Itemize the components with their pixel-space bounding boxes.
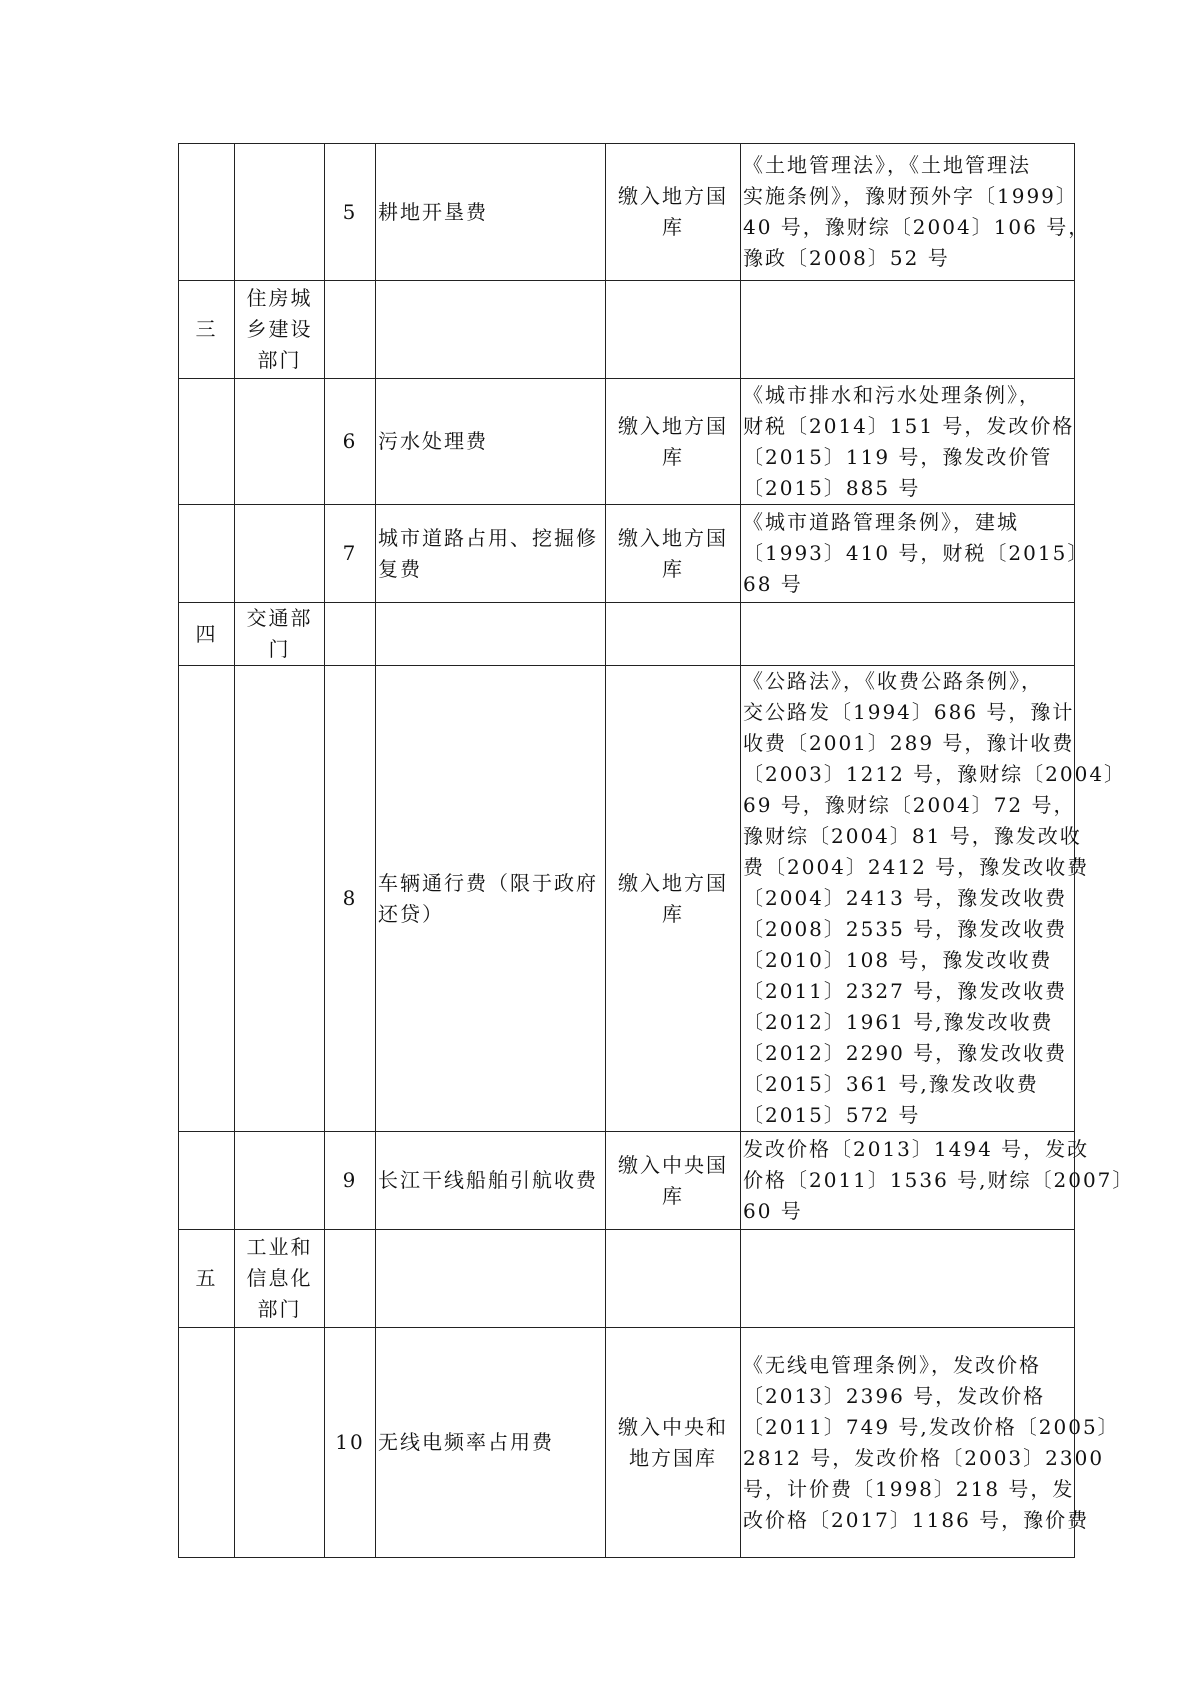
- basis-line: 〔2015〕572 号: [743, 1103, 921, 1127]
- basis-line: 2812 号，发改价格〔2003〕2300: [743, 1445, 1105, 1470]
- seq-cell: [179, 666, 235, 1132]
- basis-line: 〔2015〕361 号,豫发改收费: [743, 1072, 1039, 1096]
- basis-line: 〔2008〕2535 号，豫发改收费: [743, 917, 1068, 941]
- dept-cell: [235, 379, 325, 505]
- dept-cell: [235, 505, 325, 603]
- item-cell: 耕地开垦费: [376, 144, 606, 281]
- basis-line: 《公路法》，《收费公路条例》，: [743, 669, 1043, 693]
- table-body: [179, 144, 1135, 1558]
- basis-cell: [741, 603, 1075, 666]
- seq-cell: [179, 379, 235, 505]
- table-row: [179, 1230, 1075, 1328]
- basis-line: 实施条例》，豫财预外字〔1999〕: [743, 184, 1078, 208]
- basis-line: 豫政〔2008〕52 号: [743, 246, 950, 270]
- basis-cell: [741, 1230, 1075, 1328]
- dept-cell: [235, 1132, 325, 1230]
- basis-line: 《城市排水和污水处理条例》，: [743, 382, 1041, 407]
- no-cell: [325, 603, 376, 666]
- basis-line: 〔1993〕410 号，财税〔2015〕: [743, 541, 1090, 565]
- seq-cell: 三: [179, 281, 235, 379]
- no-cell: [325, 1230, 376, 1328]
- basis-line: 《城市道路管理条例》，建城: [743, 510, 1019, 534]
- basis-cell: [741, 1328, 1120, 1558]
- item-cell: 长江干线船舶引航收费: [376, 1132, 606, 1230]
- table-row: [179, 666, 1075, 1132]
- basis-line: 〔2015〕885 号: [743, 475, 921, 500]
- item-cell: 城市道路占用、挖掘修复费: [376, 505, 606, 603]
- basis-line: 号，计价费〔1998〕218 号，发: [743, 1476, 1075, 1501]
- basis-line: 豫财综〔2004〕81 号，豫发改收: [743, 824, 1082, 848]
- basis-line: 〔2013〕2396 号，发改价格: [743, 1383, 1046, 1408]
- seq-cell: 四: [179, 603, 235, 666]
- table-row: [179, 379, 1075, 505]
- basis-line: 69 号，豫财综〔2004〕72 号，: [743, 793, 1076, 817]
- destination-cell: [606, 1230, 741, 1328]
- seq-cell: 五: [179, 1230, 235, 1328]
- destination-cell: 缴入中央国库: [606, 1132, 741, 1230]
- basis-line: 〔2015〕119 号，豫发改价管: [743, 444, 1053, 469]
- basis-line: 〔2011〕2327 号，豫发改收费: [743, 979, 1068, 1003]
- table-row: [179, 1328, 1075, 1558]
- destination-cell: 缴入地方国库: [606, 144, 741, 281]
- basis-line: 发改价格〔2013〕1494 号，发改: [743, 1137, 1090, 1161]
- seq-cell: [179, 505, 235, 603]
- seq-cell: [179, 1328, 235, 1558]
- table-row: [179, 144, 1075, 281]
- seq-cell: [179, 144, 235, 281]
- fee-table: [178, 143, 1135, 1558]
- basis-line: 〔2012〕2290 号，豫发改收费: [743, 1041, 1068, 1065]
- basis-line: 40 号，豫财综〔2004〕106 号，: [743, 215, 1091, 239]
- destination-cell: 缴入地方国库: [606, 379, 741, 505]
- item-cell: 车辆通行费（限于政府还贷）: [376, 666, 606, 1132]
- basis-line: 〔2004〕2413 号，豫发改收费: [743, 886, 1068, 910]
- basis-line: 《土地管理法》，《土地管理法: [743, 153, 1031, 177]
- destination-cell: 缴入地方国库: [606, 505, 741, 603]
- basis-line: 费〔2004〕2412 号，豫发改收费: [743, 855, 1090, 879]
- basis-cell: [741, 505, 1090, 603]
- destination-cell: 缴入地方国库: [606, 666, 741, 1132]
- basis-cell: [741, 1132, 1135, 1230]
- destination-cell: [606, 603, 741, 666]
- basis-line: 〔2011〕749 号,发改价格〔2005〕: [743, 1414, 1120, 1439]
- item-cell: 无线电频率占用费: [376, 1328, 606, 1558]
- basis-line: 〔2012〕1961 号,豫发改收费: [743, 1010, 1054, 1034]
- no-cell: 8: [325, 666, 376, 1132]
- basis-line: 价格〔2011〕1536 号,财综〔2007〕: [743, 1168, 1135, 1192]
- no-cell: [325, 281, 376, 379]
- dept-cell: 工业和信息化部门: [235, 1230, 325, 1328]
- basis-line: 财税〔2014〕151 号，发改价格: [743, 413, 1075, 438]
- basis-cell: [741, 144, 1091, 281]
- item-cell: 污水处理费: [376, 379, 606, 505]
- dept-cell: [235, 666, 325, 1132]
- no-cell: 7: [325, 505, 376, 603]
- table-row: [179, 1132, 1075, 1230]
- dept-cell: [235, 144, 325, 281]
- basis-line: 《无线电管理条例》，发改价格: [743, 1352, 1041, 1377]
- seq-cell: [179, 1132, 235, 1230]
- basis-cell: [741, 666, 1127, 1132]
- basis-line: 60 号: [743, 1199, 803, 1223]
- basis-cell: [741, 281, 1075, 379]
- destination-cell: 缴入中央和地方国库: [606, 1328, 741, 1558]
- basis-line: 〔2010〕108 号，豫发改收费: [743, 948, 1053, 972]
- dept-cell: [235, 1328, 325, 1558]
- no-cell: 9: [325, 1132, 376, 1230]
- item-cell: [376, 603, 606, 666]
- table-row: [179, 603, 1075, 666]
- basis-line: 收费〔2001〕289 号，豫计收费: [743, 731, 1075, 755]
- table-row: [179, 281, 1075, 379]
- basis-line: 〔2003〕1212 号，豫财综〔2004〕: [743, 762, 1127, 786]
- item-cell: [376, 281, 606, 379]
- basis-line: 交公路发〔1994〕686 号，豫计: [743, 700, 1075, 724]
- item-cell: [376, 1230, 606, 1328]
- destination-cell: [606, 281, 741, 379]
- no-cell: 6: [325, 379, 376, 505]
- no-cell: 10: [325, 1328, 376, 1558]
- basis-line: 改价格〔2017〕1186 号，豫价费: [743, 1507, 1090, 1532]
- basis-line: 68 号: [743, 572, 803, 596]
- no-cell: 5: [325, 144, 376, 281]
- table-row: [179, 505, 1075, 603]
- dept-cell: 交通部门: [235, 603, 325, 666]
- basis-cell: [741, 379, 1075, 505]
- dept-cell: 住房城乡建设部门: [235, 281, 325, 379]
